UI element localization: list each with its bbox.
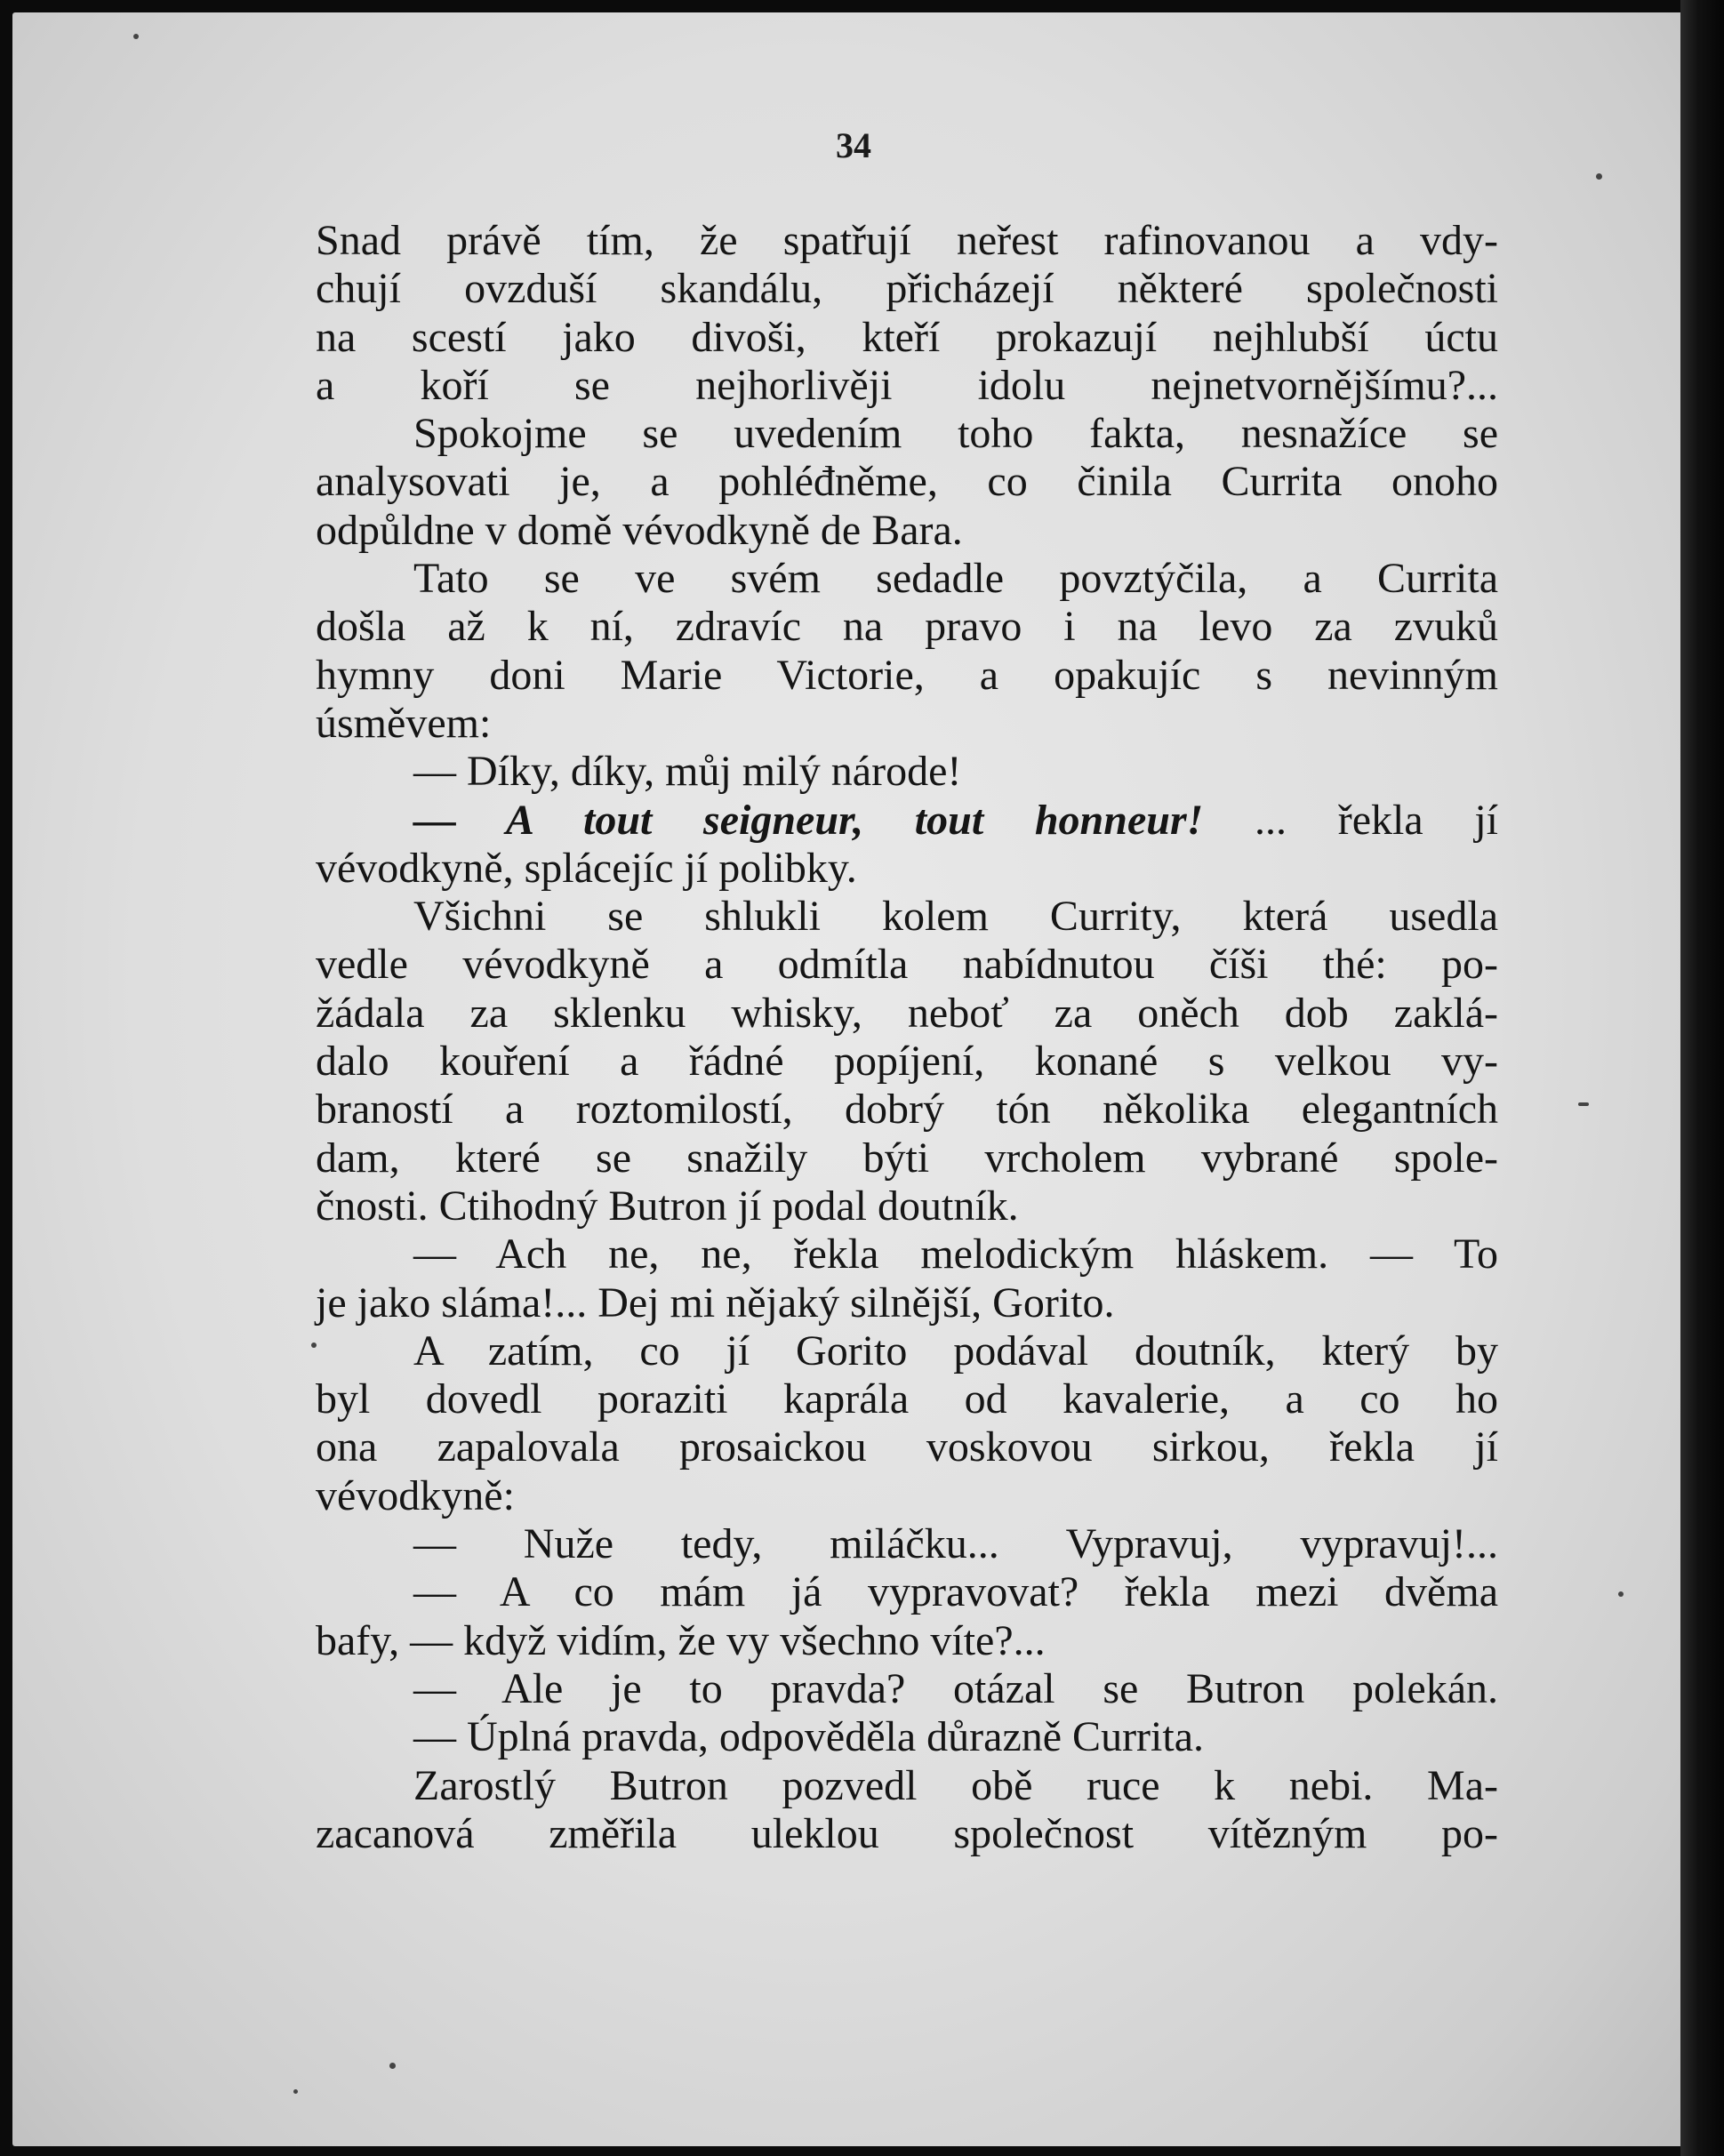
text-line: ona zapalovala prosaickou voskovou sirkou, řekla jí — [316, 1423, 1498, 1471]
text-line: analysovati je, a pohléđněme, co činila Currita onoho — [316, 458, 1498, 506]
text-line: A zatím, co jí Gorito podával doutník, který by — [413, 1326, 1498, 1375]
text-line: vévodkyně: — [316, 1471, 515, 1519]
body-text — [316, 217, 1498, 1858]
text-line: je jako sláma!... Dej mi nějaký silnější, Gorito. — [316, 1278, 1115, 1326]
dust-speck — [1578, 1102, 1589, 1106]
text-line: — Díky, díky, můj milý národe! — [413, 748, 962, 796]
text-line: na scestí jako divoši, kteří prokazují nejhlubší úctu — [316, 313, 1498, 361]
text-line: — Ach ne, ne, řekla melodickým hláskem. — To — [413, 1230, 1498, 1278]
text-line: Všichni se shlukli kolem Currity, která usedla — [413, 893, 1498, 941]
dust-speck — [1596, 173, 1602, 180]
text-line: Spokojme se uvedením toho fakta, nesnažíce se — [413, 410, 1498, 458]
dust-speck — [1618, 1591, 1624, 1597]
text-line: zacanová změřila uleklou společnost vítězným po- — [316, 1809, 1498, 1857]
text-line: dam, které se snažily býti vrcholem vybrané spole- — [316, 1134, 1498, 1182]
text-line: — Ale je to pravda? otázal se Butron polekán. — [413, 1664, 1498, 1712]
text-line: vedle vévodkyně a odmítla nabídnutou číši thé: po- — [316, 941, 1498, 989]
text-line: — A co mám já vypravovat? řekla mezi dvěma — [413, 1568, 1498, 1616]
binding-shadow — [1680, 0, 1724, 2156]
text-line: došla až k ní, zdravíc na pravo i na levo za zvuků — [316, 603, 1498, 651]
text-line: odpůldne v domě vévodkyně de Bara. — [316, 506, 963, 554]
dust-speck — [293, 2089, 298, 2094]
text-fragment: ... řekla jí — [1255, 796, 1499, 844]
text-line: hymny doni Marie Victorie, a opakujíc s nevinným — [316, 651, 1498, 699]
dust-speck — [389, 2063, 396, 2069]
text-line: byl dovedl poraziti kaprála od kavalerie, a co ho — [316, 1375, 1498, 1423]
text-line: — Nuže tedy, miláčku... Vypravuj, vypravuj!... — [413, 1520, 1498, 1568]
text-line: — Úplná pravda, odpověděla důrazně Currita. — [413, 1713, 1205, 1761]
text-line: Zarostlý Butron pozvedl obě ruce k nebi. Ma- — [413, 1761, 1498, 1809]
text-line: vévodkyně, splácejíc jí polibky. — [316, 844, 857, 892]
text-line: čnosti. Ctihodný Butron jí podal doutník. — [316, 1182, 1019, 1230]
text-line: Snad právě tím, že spatřují neřest rafinovanou a vdy- — [316, 217, 1498, 264]
text-line: bafy, — když vidím, že vy všechno víte?... — [316, 1616, 1046, 1664]
text-line: braností a roztomilostí, dobrý tón několika elegantních — [316, 1086, 1498, 1134]
dust-speck — [311, 1342, 317, 1348]
page-number: 34 — [836, 125, 871, 165]
italic-phrase: — A tout seigneur, tout honneur! — [413, 796, 1204, 844]
text-line: dalo kouření a řádné popíjení, konané s velkou vy- — [316, 1038, 1498, 1086]
text-line: Tato se ve svém sedadle povztýčila, a Currita — [413, 555, 1498, 603]
dust-speck — [133, 34, 139, 39]
text-line: úsměvem: — [316, 699, 492, 747]
text-line: žádala za sklenku whisky, neboť za oněch dob zaklá- — [316, 989, 1498, 1037]
text-line-mixed — [316, 797, 1498, 845]
text-line: a koří se nejhorlivěji idolu nejnetvornějšímu?... — [316, 361, 1498, 409]
text-line: chují ovzduší skandálu, přicházejí některé společnosti — [316, 265, 1498, 313]
